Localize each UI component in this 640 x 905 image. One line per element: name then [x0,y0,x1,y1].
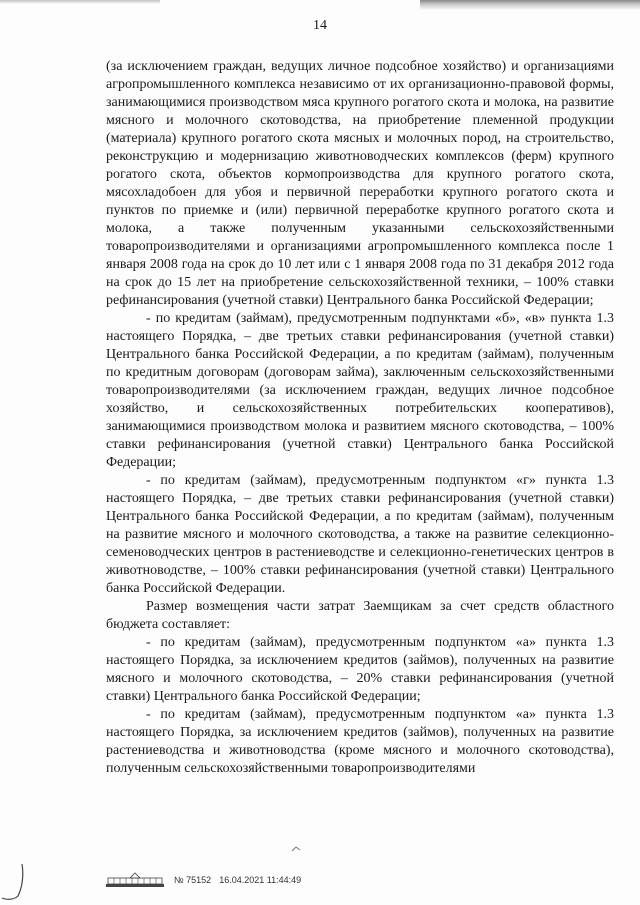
scan-artifact-top [420,0,640,10]
paragraph-3: - по кредитам (займам), предусмотренным подпунктом «г» пункта 1.3 настоящего Порядка, – две третьих ставки рефинансирования (учетной ставки) Центрального банка Российской Федерации, а по кредитам (займам), полученным на развитие мясного и молочного скотоводства, а также на развитие селекционно-семеноводческих центров в растениеводстве и селекционно-генетических центров в животноводстве, – 100% ставки рефинансирования (учетной ставки) Центрального банка Российской Федерации. [106,473,614,596]
scan-artifact-top-left [0,0,160,4]
paragraph-4: Размер возмещения части затрат Заемщикам за счет средств областного бюджета составляет: [106,599,614,632]
paragraph-6: - по кредитам (займам), предусмотренным подпунктом «а» пункта 1.3 настоящего Порядка, за исключением кредитов (займов), полученных на развитие растениеводства и животноводства (кроме мясного и молочного скотоводства), полученным сельскохозяйственными товаропроизводителями [106,707,614,776]
page-number: 14 [313,18,327,33]
paragraph-5: - по кредитам (займам), предусмотренным подпунктом «а» пункта 1.3 настоящего Порядка, за исключением кредитов (займов), полученных на развитие мясного и молочного скотоводства, – 20% ставки рефинансирования (учетной ставки) Центрального банка Российской Федерации; [106,635,614,704]
document-timestamp: 16.04.2021 11:44:49 [219,875,302,885]
document-body [106,58,614,778]
document-footer [104,872,301,888]
building-logo-icon [104,872,166,888]
paragraph-1: (за исключением граждан, ведущих личное подсобное хозяйство) и организациями агропромышленного комплекса независимо от их организационно-правовой формы, занимающимися производством мяса крупного рогатого скота и молока, на развитие мясного и молочного скотоводства, на приобретение племенной продукции (материала) крупного рогатого скота мясных и молочных пород, на строительство, реконструкцию и модернизацию животноводческих комплексов (ферм) крупного рогатого скота, объектов кормопроизводства для крупного рогатого скота, мясохладобоен для убоя и первичной переработки крупного рогатого скота и пунктов по приемке и (или) первичной переработке крупного рогатого скота и молока, а также полученным указанными сельскохозяйственными товаропроизводителями и организациями агропромышленного комплекса после 1 января 2008 года на срок до 10 лет или с 1 января 2008 года по 31 декабря 2012 года на срок до 15 лет на приобретение сельскохозяйственной техники, – 100% ставки рефинансирования (учетной ставки) Центрального банка Российской Федерации; [106,59,614,308]
mark-icon [290,845,314,853]
document-number: № 75152 [174,875,212,885]
margin-stroke-icon [0,862,30,902]
paragraph-2: - по кредитам (займам), предусмотренным подпунктами «б», «в» пункта 1.3 настоящего Порядка, – две третьих ставки рефинансирования (учетной ставки) Центрального банка Российской Федерации, а по кредитам (займам), полученным по кредитным договорам (договорам займа), заключенным сельскохозяйственными товаропроизводителями (за исключением граждан, ведущих личное подсобное хозяйство, и сельскохозяйственных потребительских кооперативов), занимающимися производством молока и развитием мясного скотоводства, – 100% ставки рефинансирования (учетной ставки) Центрального банка Российской Федерации; [106,311,614,470]
